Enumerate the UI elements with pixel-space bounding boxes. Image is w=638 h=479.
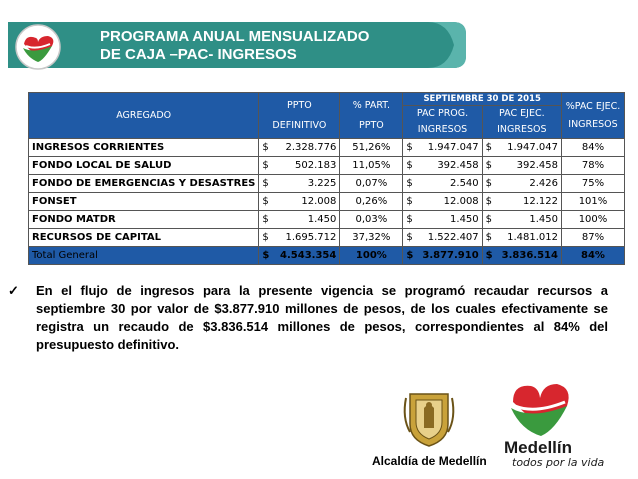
pac-table [28,92,625,265]
row-pct: 84% [561,139,624,157]
medellin-wordmark: Medellín [504,438,573,457]
summary-note [8,282,608,354]
total-ejec: 3.836.514 [499,247,562,265]
currency-symbol: $ [403,175,420,193]
medellin-heart-logo-small [14,24,62,70]
header-group: SEPTIEMBRE 30 DE 2015 [403,93,562,106]
currency-symbol: $ [482,211,499,229]
row-ejec: 392.458 [499,157,562,175]
currency-symbol: $ [259,211,276,229]
row-ppto: 12.008 [275,193,340,211]
row-pct: 100% [561,211,624,229]
currency-symbol: $ [482,247,499,265]
row-name: FONSET [29,193,259,211]
row-ejec: 12.122 [499,193,562,211]
currency-symbol: $ [403,139,420,157]
row-pct: 87% [561,229,624,247]
row-ppto: 1.450 [275,211,340,229]
header-pac-ejec: PAC EJEC. INGRESOS [482,106,561,139]
row-part: 51,26% [340,139,403,157]
currency-symbol: $ [259,139,276,157]
row-prog: 1.947.047 [419,139,482,157]
total-name: Total General [29,247,259,265]
row-prog: 1.522.407 [419,229,482,247]
row-name: INGRESOS CORRIENTES [29,139,259,157]
row-name: FONDO LOCAL DE SALUD [29,157,259,175]
currency-symbol: $ [403,229,420,247]
row-ejec: 1.450 [499,211,562,229]
row-prog: 2.540 [419,175,482,193]
total-part: 100% [340,247,403,265]
currency-symbol: $ [482,175,499,193]
table-row [29,139,625,157]
row-ppto: 3.225 [275,175,340,193]
currency-symbol: $ [482,193,499,211]
row-name: FONDO DE EMERGENCIAS Y DESASTRES [29,175,259,193]
alcaldia-label: Alcaldía de Medellín [372,454,487,468]
title-line-1: PROGRAMA ANUAL MENSUALIZADO [100,28,370,45]
currency-symbol: $ [259,175,276,193]
currency-symbol: $ [482,229,499,247]
summary-text: En el flujo de ingresos para la presente vigencia se programó recaudar recursos a septiembre 30 por valor de $3.877.910 millones de pesos, de los cuales efectivamente se registra un recaudo de $3.836.514 millones de pesos, correspondientes al 84% del presupuesto definitivo. [36,283,608,352]
total-prog: 3.877.910 [419,247,482,265]
row-pct: 75% [561,175,624,193]
table-row [29,211,625,229]
medellin-heart-logo [505,378,575,440]
title-line-2: DE CAJA –PAC- INGRESOS [100,46,297,63]
row-pct: 78% [561,157,624,175]
currency-symbol: $ [403,157,420,175]
table-row [29,157,625,175]
row-name: RECURSOS DE CAPITAL [29,229,259,247]
row-ppto: 1.695.712 [275,229,340,247]
currency-symbol: $ [403,211,420,229]
header-agregado: AGREGADO [29,93,259,139]
row-ppto: 2.328.776 [275,139,340,157]
row-ejec: 2.426 [499,175,562,193]
row-prog: 12.008 [419,193,482,211]
row-name: FONDO MATDR [29,211,259,229]
row-part: 37,32% [340,229,403,247]
currency-symbol: $ [259,193,276,211]
header-pac-prog: PAC PROG. INGRESOS [403,106,482,139]
currency-symbol: $ [259,229,276,247]
table-row [29,175,625,193]
row-part: 0,07% [340,175,403,193]
row-pct: 101% [561,193,624,211]
currency-symbol: $ [259,157,276,175]
row-part: 0,03% [340,211,403,229]
row-prog: 1.450 [419,211,482,229]
row-ejec: 1.947.047 [499,139,562,157]
currency-symbol: $ [403,247,420,265]
currency-symbol: $ [259,247,276,265]
total-ppto: 4.543.354 [275,247,340,265]
header-ppto: PPTO DEFINITIVO [259,93,340,139]
currency-symbol: $ [403,193,420,211]
row-ppto: 502.183 [275,157,340,175]
header-part: % PART. PPTO [340,93,403,139]
header-pct-ejec: %PAC EJEC. INGRESOS [561,93,624,139]
table-row [29,229,625,247]
table-row [29,193,625,211]
row-ejec: 1.481.012 [499,229,562,247]
title-banner [8,22,466,68]
checkmark-icon: ✓ [8,283,19,298]
currency-symbol: $ [482,157,499,175]
page-title [100,28,369,64]
coat-of-arms-icon [400,388,458,448]
currency-symbol: $ [482,139,499,157]
row-part: 0,26% [340,193,403,211]
slogan: todos por la vida [512,456,605,469]
total-row [29,247,625,265]
row-prog: 392.458 [419,157,482,175]
row-part: 11,05% [340,157,403,175]
total-pct: 84% [561,247,624,265]
